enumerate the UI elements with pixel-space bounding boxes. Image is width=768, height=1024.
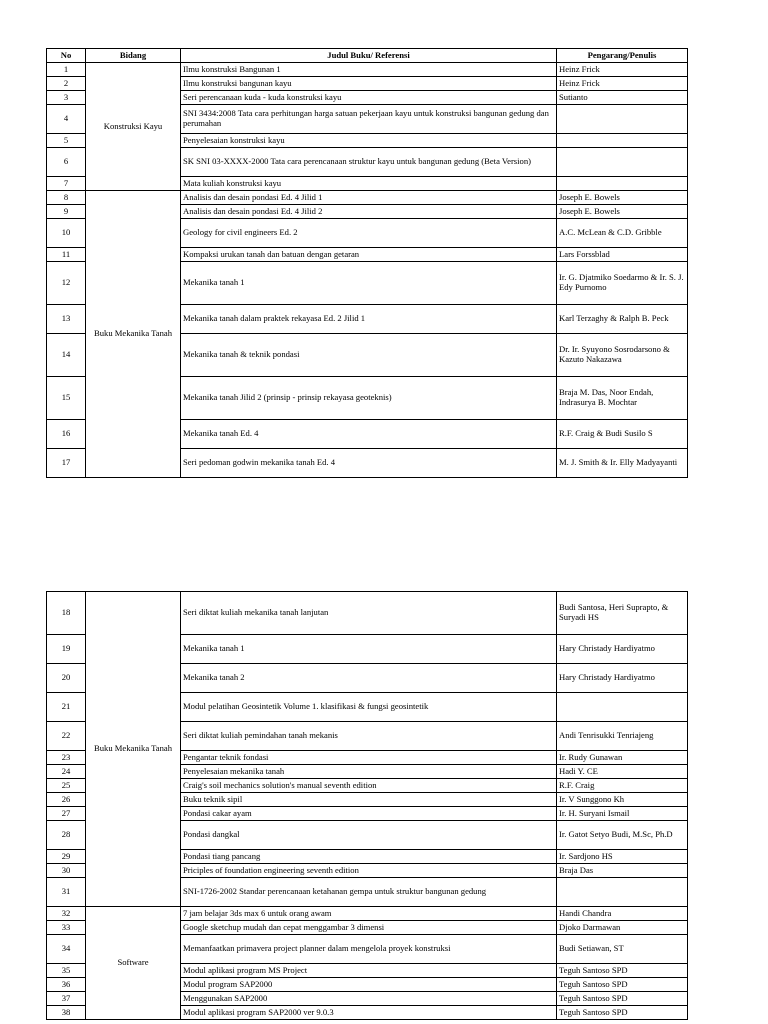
cell-no: 29 [47,850,86,864]
cell-pengarang: Teguh Santoso SPD [557,978,688,992]
cell-judul: Geology for civil engineers Ed. 2 [181,219,557,248]
cell-no: 34 [47,935,86,964]
cell-pengarang [557,878,688,907]
cell-pengarang: Handi Chandra [557,907,688,921]
cell-judul: Modul aplikasi program SAP2000 ver 9.0.3 [181,1006,557,1020]
cell-no: 35 [47,964,86,978]
cell-pengarang [557,177,688,191]
cell-no: 8 [47,191,86,205]
cell-judul: Mekanika tanah Jilid 2 (prinsip - prinsip rekayasa geoteknis) [181,377,557,420]
cell-judul: Pondasi cakar ayam [181,807,557,821]
cell-pengarang: Joseph E. Bowels [557,191,688,205]
book-table-2 [46,591,688,1020]
cell-judul: SNI 3434:2008 Tata cara perhitungan harga satuan pekerjaan kayu untuk konstruksi bangunan gedung dan perumahan [181,105,557,134]
cell-pengarang: R.F. Craig & Budi Susilo S [557,420,688,449]
cell-no: 26 [47,793,86,807]
group-buku-mekanika-tanah: Buku Mekanika Tanah [86,592,181,907]
cell-no: 11 [47,248,86,262]
cell-judul: Modul aplikasi program MS Project [181,964,557,978]
cell-judul: Mekanika tanah 2 [181,664,557,693]
cell-pengarang: Ir. G. Djatmiko Soedarmo & Ir. S. J. Edy Purnomo [557,262,688,305]
cell-judul: Modul pelatihan Geosintetik Volume 1. klasifikasi & fungsi geosintetik [181,693,557,722]
cell-no: 37 [47,992,86,1006]
cell-pengarang: Andi Tenrisukki Tenriajeng [557,722,688,751]
cell-judul: Penyelesaian konstruksi kayu [181,134,557,148]
book-table-1 [46,48,688,478]
cell-judul: Mekanika tanah 1 [181,262,557,305]
cell-no: 4 [47,105,86,134]
cell-pengarang [557,134,688,148]
cell-no: 12 [47,262,86,305]
cell-pengarang: Ir. V Sunggono Kh [557,793,688,807]
cell-judul: Mekanika tanah Ed. 4 [181,420,557,449]
cell-pengarang: Braja M. Das, Noor Endah, Indrasurya B. Mochtar [557,377,688,420]
cell-judul: Mekanika tanah & teknik pondasi [181,334,557,377]
cell-judul: Pondasi dangkal [181,821,557,850]
cell-pengarang: Budi Santosa, Heri Suprapto, & Suryadi HS [557,592,688,635]
cell-judul: 7 jam belajar 3ds max 6 untuk orang awam [181,907,557,921]
header-row [47,49,688,63]
cell-pengarang [557,105,688,134]
cell-judul: SNI-1726-2002 Standar perencanaan ketahanan gempa untuk struktur bangunan gedung [181,878,557,907]
header-bidang: Bidang [86,49,181,63]
cell-no: 36 [47,978,86,992]
cell-judul: Priciples of foundation engineering seventh edition [181,864,557,878]
cell-pengarang: Teguh Santoso SPD [557,992,688,1006]
cell-no: 17 [47,449,86,478]
cell-no: 16 [47,420,86,449]
cell-pengarang: Ir. Rudy Gunawan [557,751,688,765]
cell-judul: Ilmu konstruksi bangunan kayu [181,77,557,91]
cell-no: 28 [47,821,86,850]
cell-no: 30 [47,864,86,878]
cell-pengarang: Teguh Santoso SPD [557,1006,688,1020]
cell-judul: Craig's soil mechanics solution's manual seventh edition [181,779,557,793]
cell-judul: Penyelesaian mekanika tanah [181,765,557,779]
header-judul: Judul Buku/ Referensi [181,49,557,63]
cell-pengarang: Heinz Frick [557,63,688,77]
cell-no: 7 [47,177,86,191]
cell-pengarang: M. J. Smith & Ir. Elly Madyayanti [557,449,688,478]
cell-judul: Seri pedoman godwin mekanika tanah Ed. 4 [181,449,557,478]
header-pengarang: Pengarang/Penulis [557,49,688,63]
cell-judul: Memanfaatkan primavera project planner dalam mengelola proyek konstruksi [181,935,557,964]
table-row [47,191,688,205]
cell-pengarang: Joseph E. Bowels [557,205,688,219]
cell-no: 9 [47,205,86,219]
cell-judul: Pondasi tiang pancang [181,850,557,864]
cell-no: 27 [47,807,86,821]
cell-pengarang: A.C. McLean & C.D. Gribble [557,219,688,248]
cell-no: 32 [47,907,86,921]
cell-no: 10 [47,219,86,248]
cell-no: 1 [47,63,86,77]
cell-pengarang: Heinz Frick [557,77,688,91]
cell-no: 2 [47,77,86,91]
cell-no: 14 [47,334,86,377]
cell-judul: Seri diktat kuliah mekanika tanah lanjutan [181,592,557,635]
group-konstruksi-kayu: Konstruksi Kayu [86,63,181,191]
cell-no: 20 [47,664,86,693]
cell-judul: Seri perencanaan kuda - kuda konstruksi kayu [181,91,557,105]
cell-judul: Kompaksi urukan tanah dan batuan dengan getaran [181,248,557,262]
cell-no: 22 [47,722,86,751]
cell-judul: Pengantar teknik fondasi [181,751,557,765]
cell-pengarang: Braja Das [557,864,688,878]
cell-judul: Mata kuliah konstruksi kayu [181,177,557,191]
table-row [47,63,688,77]
cell-judul: Seri diktat kuliah pemindahan tanah mekanis [181,722,557,751]
cell-pengarang: Djoko Darmawan [557,921,688,935]
cell-pengarang [557,693,688,722]
cell-pengarang: Ir. Gatot Setyo Budi, M.Sc, Ph.D [557,821,688,850]
cell-judul: Analisis dan desain pondasi Ed. 4 Jilid 2 [181,205,557,219]
cell-judul: Buku teknik sipil [181,793,557,807]
cell-no: 13 [47,305,86,334]
cell-pengarang: Ir. Sardjono HS [557,850,688,864]
cell-no: 23 [47,751,86,765]
cell-no: 3 [47,91,86,105]
cell-judul: SK SNI 03-XXXX-2000 Tata cara perencanaan struktur kayu untuk bangunan gedung (Beta Version) [181,148,557,177]
cell-pengarang: Hary Christady Hardiyatmo [557,635,688,664]
cell-no: 18 [47,592,86,635]
group-buku-mekanika-tanah: Buku Mekanika Tanah [86,191,181,478]
cell-pengarang: Ir. H. Suryani Ismail [557,807,688,821]
table-row [47,907,688,921]
table-row [47,592,688,635]
cell-no: 31 [47,878,86,907]
cell-judul: Mekanika tanah dalam praktek rekayasa Ed. 2 Jilid 1 [181,305,557,334]
cell-no: 24 [47,765,86,779]
cell-judul: Google sketchup mudah dan cepat menggambar 3 dimensi [181,921,557,935]
group-software: Software [86,907,181,1020]
cell-pengarang: R.F. Craig [557,779,688,793]
cell-pengarang: Dr. Ir. Syuyono Sosrodarsono & Kazuto Nakazawa [557,334,688,377]
cell-judul: Analisis dan desain pondasi Ed. 4 Jilid 1 [181,191,557,205]
cell-pengarang: Hadi Y. CE [557,765,688,779]
cell-no: 6 [47,148,86,177]
cell-pengarang [557,148,688,177]
cell-judul: Mekanika tanah 1 [181,635,557,664]
cell-pengarang: Teguh Santoso SPD [557,964,688,978]
cell-judul: Ilmu konstruksi Bangunan 1 [181,63,557,77]
cell-pengarang: Sutianto [557,91,688,105]
cell-pengarang: Lars Forssblad [557,248,688,262]
cell-pengarang: Karl Terzaghy & Ralph B. Peck [557,305,688,334]
cell-no: 5 [47,134,86,148]
cell-no: 25 [47,779,86,793]
cell-no: 21 [47,693,86,722]
cell-no: 15 [47,377,86,420]
cell-no: 19 [47,635,86,664]
cell-pengarang: Budi Setiawan, ST [557,935,688,964]
cell-no: 33 [47,921,86,935]
cell-pengarang: Hary Christady Hardiyatmo [557,664,688,693]
header-no: No [47,49,86,63]
cell-judul: Modul program SAP2000 [181,978,557,992]
cell-no: 38 [47,1006,86,1020]
cell-judul: Menggunakan SAP2000 [181,992,557,1006]
